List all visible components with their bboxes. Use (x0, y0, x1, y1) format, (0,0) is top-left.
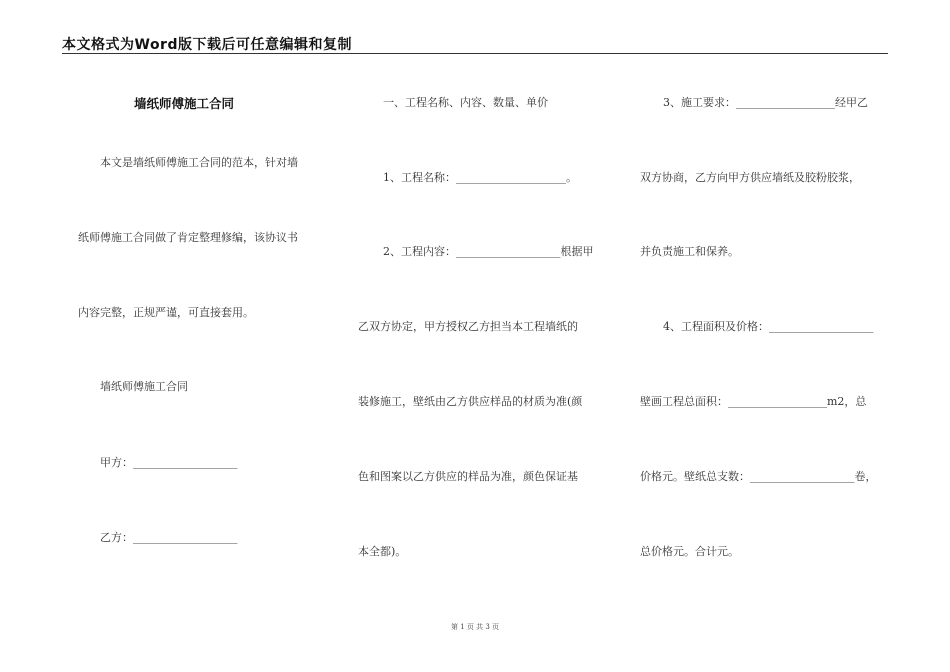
body-line: 价格元。壁纸总支数：___________________卷， (640, 470, 877, 483)
body-line: 纸师傅施工合同做了肯定整理修编，该协议书 (78, 231, 298, 244)
body-line: 并负责施工和保养。 (640, 245, 739, 258)
project-content-field: 2、工程内容：___________________根据甲 (383, 245, 594, 258)
project-name-field: 1、工程名称：____________________。 (383, 171, 577, 184)
page-number: 第 1 页 共 3 页 (450, 623, 500, 631)
section-heading: 一、工程名称、内容、数量、单价 (383, 96, 548, 109)
body-line: 本文是墙纸师傅施工合同的范本，针对墙 (100, 156, 298, 169)
contract-subtitle: 墙纸师傅施工合同 (100, 380, 188, 393)
header-divider (62, 53, 888, 54)
body-line: 色和图案以乙方供应的样品为准，颜色保证基 (358, 470, 578, 483)
document-header: 本文格式为Word版下载后可任意编辑和复制 (62, 37, 352, 53)
party-b-field: 乙方：___________________ (100, 531, 238, 544)
document-title: 墙纸师傅施工合同 (134, 96, 235, 111)
body-line: 双方协商，乙方向甲方供应墙纸及胶粉胶浆， (640, 171, 860, 184)
body-line: 乙双方协定，甲方授权乙方担当本工程墙纸的 (358, 320, 578, 333)
body-line: 本全都)。 (358, 545, 407, 558)
body-line: 内容完整，正规严谨，可直接套用。 (78, 306, 254, 319)
body-line: 壁画工程总面积：__________________m2，总 (640, 395, 867, 408)
body-line: 装修施工，壁纸由乙方供应样品的材质为准(颜 (358, 395, 583, 408)
body-line: 总价格元。合计元。 (640, 545, 739, 558)
area-price-field: 4、工程面积及价格：___________________ (663, 320, 874, 333)
party-a-field: 甲方：___________________ (100, 456, 238, 469)
construction-requirements-field: 3、施工要求：__________________经甲乙 (663, 96, 868, 109)
